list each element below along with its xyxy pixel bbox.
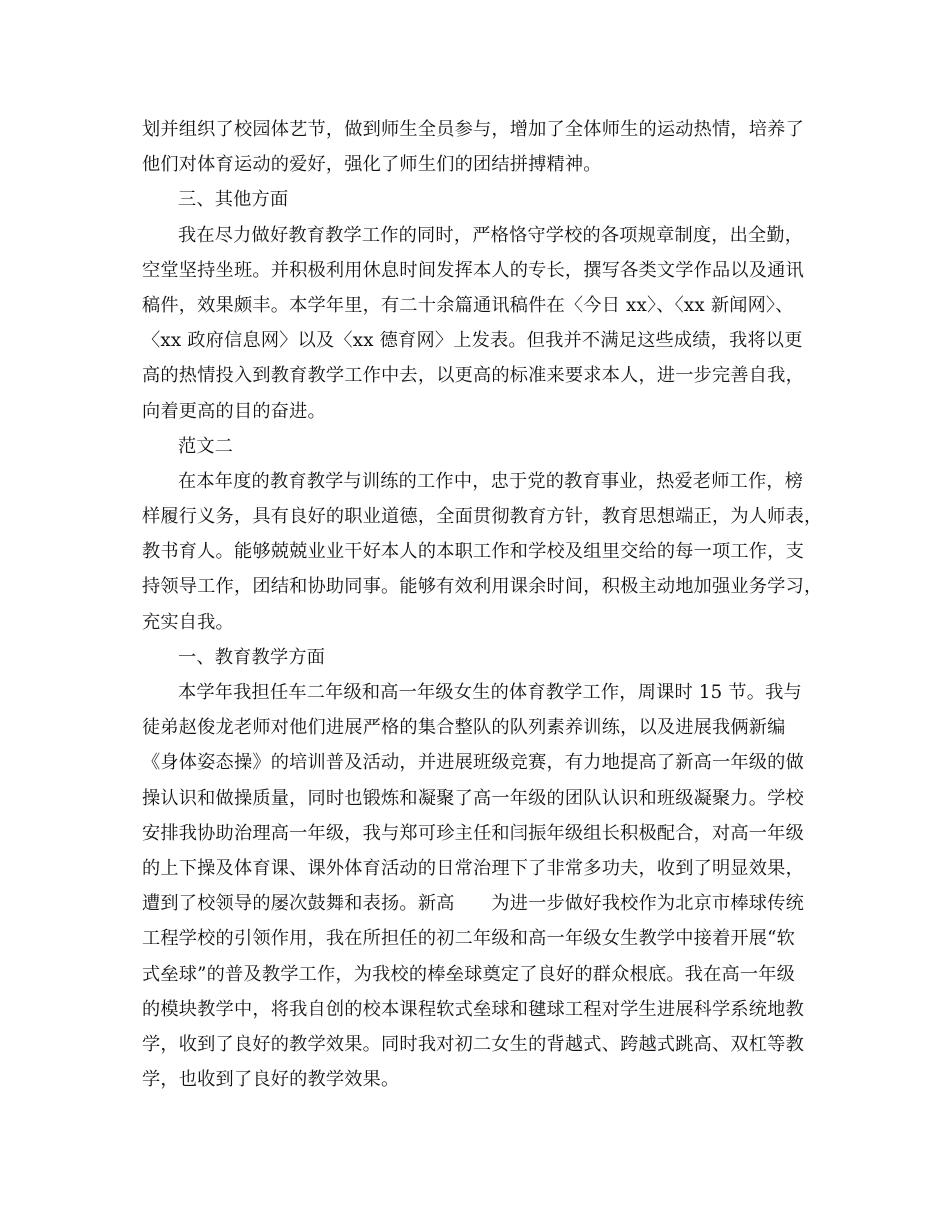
text-line: 充实自我。 (142, 611, 234, 633)
text-line: 式垒球”的普及教学工作，为我校的棒垒球奠定了良好的群众根底。我在高一年级 (142, 963, 796, 985)
text-line: 《身体姿态操》的培训普及活动，并进展班级竞赛，有力地提高了新高一年级的做 (142, 752, 804, 774)
text-line: 学，也收到了良好的教学效果。 (142, 1069, 400, 1091)
text-line: 本学年我担任车二年级和高一年级女生的体育教学工作，周课时 15 节。我与 (178, 682, 802, 703)
text-line: 高的热情投入到教育教学工作中去，以更高的标准来要求本人，进一步完善自我， (142, 365, 804, 387)
text-line: 工程学校的引领作用，我在所担任的初二年级和高一年级女生教学中接着开展“软 (142, 928, 796, 950)
text-line: 在本年度的教育教学与训练的工作中，忠于党的教育事业，热爱老师工作，榜 (178, 470, 804, 492)
text-line: 他们对体育运动的爱好，强化了师生们的团结拼搏精神。 (142, 154, 602, 176)
text-line: 三、其他方面 (178, 189, 289, 211)
text-line: 的模块教学中，将我自创的校本课程软式垒球和毽球工程对学生进展科学系统地教 (142, 998, 804, 1020)
text-line: 稿件，效果颇丰。本学年里，有二十余篇通讯稿件在〈今日 xx〉、〈xx 新闻网〉、 (142, 294, 794, 316)
text-line: 一、教育教学方面 (178, 646, 326, 668)
text-line: 〈xx 政府信息网〉以及〈xx 德育网〉上发表。但我并不满足这些成绩，我将以更 (142, 330, 803, 352)
text-line: 教书育人。能够兢兢业业干好本人的本职工作和学校及组里交给的每一项工作，支 (142, 541, 804, 563)
text-line: 安排我协助治理高一年级，我与郑可珍主任和闫振年级组长积极配合，对高一年级 (142, 822, 804, 844)
text-line: 学，收到了良好的教学效果。同时我对初二女生的背越式、跨越式跳高、双杠等教 (142, 1033, 804, 1055)
text-line: 的上下操及体育课、课外体育活动的日常治理下了非常多功夫，收到了明显效果， (142, 857, 804, 879)
text-line: 向着更高的目的奋进。 (142, 400, 326, 422)
text-line: 空堂坚持坐班。并积极利用休息时间发挥本人的专长，撰写各类文学作品以及通讯 (142, 259, 804, 281)
text-line: 持领导工作，团结和协助同事。能够有效利用课余时间，积极主动地加强业务学习， (142, 576, 823, 598)
text-line: 徒弟赵俊龙老师对他们进展严格的集合整队的队列素养训练，以及进展我俩新编 (142, 717, 786, 739)
text-line: 划并组织了校园体艺节，做到师生全员参与，增加了全体师生的运动热情，培养了 (142, 119, 804, 140)
text-line: 样履行义务，具有良好的职业道德，全面贯彻教育方针，教育思想端正，为人师表， (142, 506, 823, 528)
text-line: 遭到了校领导的屡次鼓舞和表扬。新高 为进一步做好我校作为北京市棒球传统 (142, 893, 804, 915)
text-line: 我在尽力做好教育教学工作的同时，严格恪守学校的各项规章制度，出全勤， (178, 224, 804, 246)
text-line: 范文二 (178, 435, 234, 457)
text-line: 操认识和做操质量，同时也锻炼和凝聚了高一年级的团队认识和班级凝聚力。学校 (142, 787, 804, 809)
document-body (142, 112, 823, 1097)
